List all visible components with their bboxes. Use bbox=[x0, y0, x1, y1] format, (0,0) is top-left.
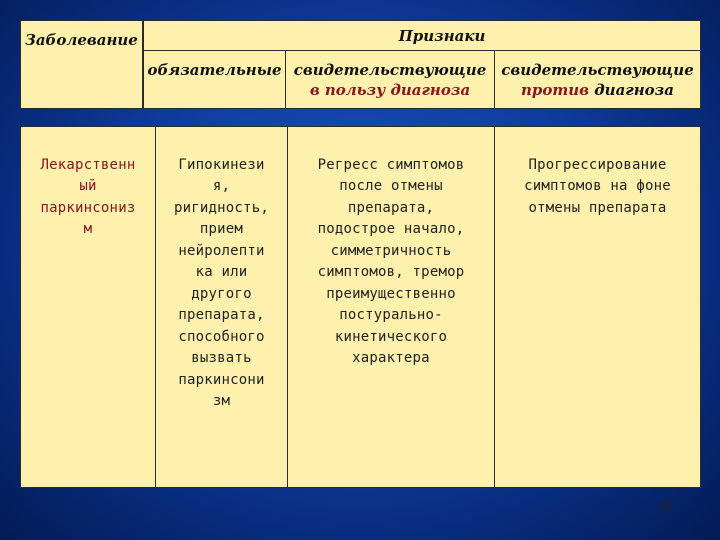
header-disease-cell bbox=[20, 20, 143, 109]
subheader-for-line2: в пользу диагноза bbox=[309, 81, 471, 99]
subheader-for-line1: свидетельствующие bbox=[293, 61, 487, 79]
row-against-cell bbox=[494, 126, 701, 488]
row-against-text: Прогрессирование симптомов на фоне отмены препарата bbox=[524, 156, 671, 216]
subheader-against-emphasis: против bbox=[521, 81, 590, 99]
header-signs-cell bbox=[143, 20, 701, 51]
page-number: 46 bbox=[658, 498, 673, 513]
row-disease-text: Лекарственн ый паркинсониз м bbox=[40, 156, 136, 237]
row-mandatory-cell bbox=[155, 126, 288, 488]
subheader-mandatory: обязательные bbox=[147, 61, 282, 79]
row-disease-cell bbox=[20, 126, 156, 488]
subheader-against-rest: диагноза bbox=[589, 81, 674, 99]
subheader-against-line2 bbox=[495, 80, 700, 100]
row-for-text: Регресс симптомов после отмены препарата, подострое начало, симметричность симптомов, тремор преимущественно постурально- кинетического характера bbox=[317, 156, 465, 366]
subheader-against-cell bbox=[494, 50, 701, 109]
header-disease-title: Заболевание bbox=[25, 31, 138, 49]
subheader-against-line1: свидетельствующие bbox=[501, 61, 694, 79]
subheader-mandatory-cell bbox=[143, 50, 286, 109]
row-mandatory-text: Гипокинези я, ригидность, прием нейролепти ка или другого препарата, способного вызвать паркинсони зм bbox=[174, 156, 269, 409]
row-for-cell bbox=[287, 126, 495, 488]
subheader-for-cell bbox=[285, 50, 495, 109]
header-signs-title: Признаки bbox=[398, 27, 486, 45]
